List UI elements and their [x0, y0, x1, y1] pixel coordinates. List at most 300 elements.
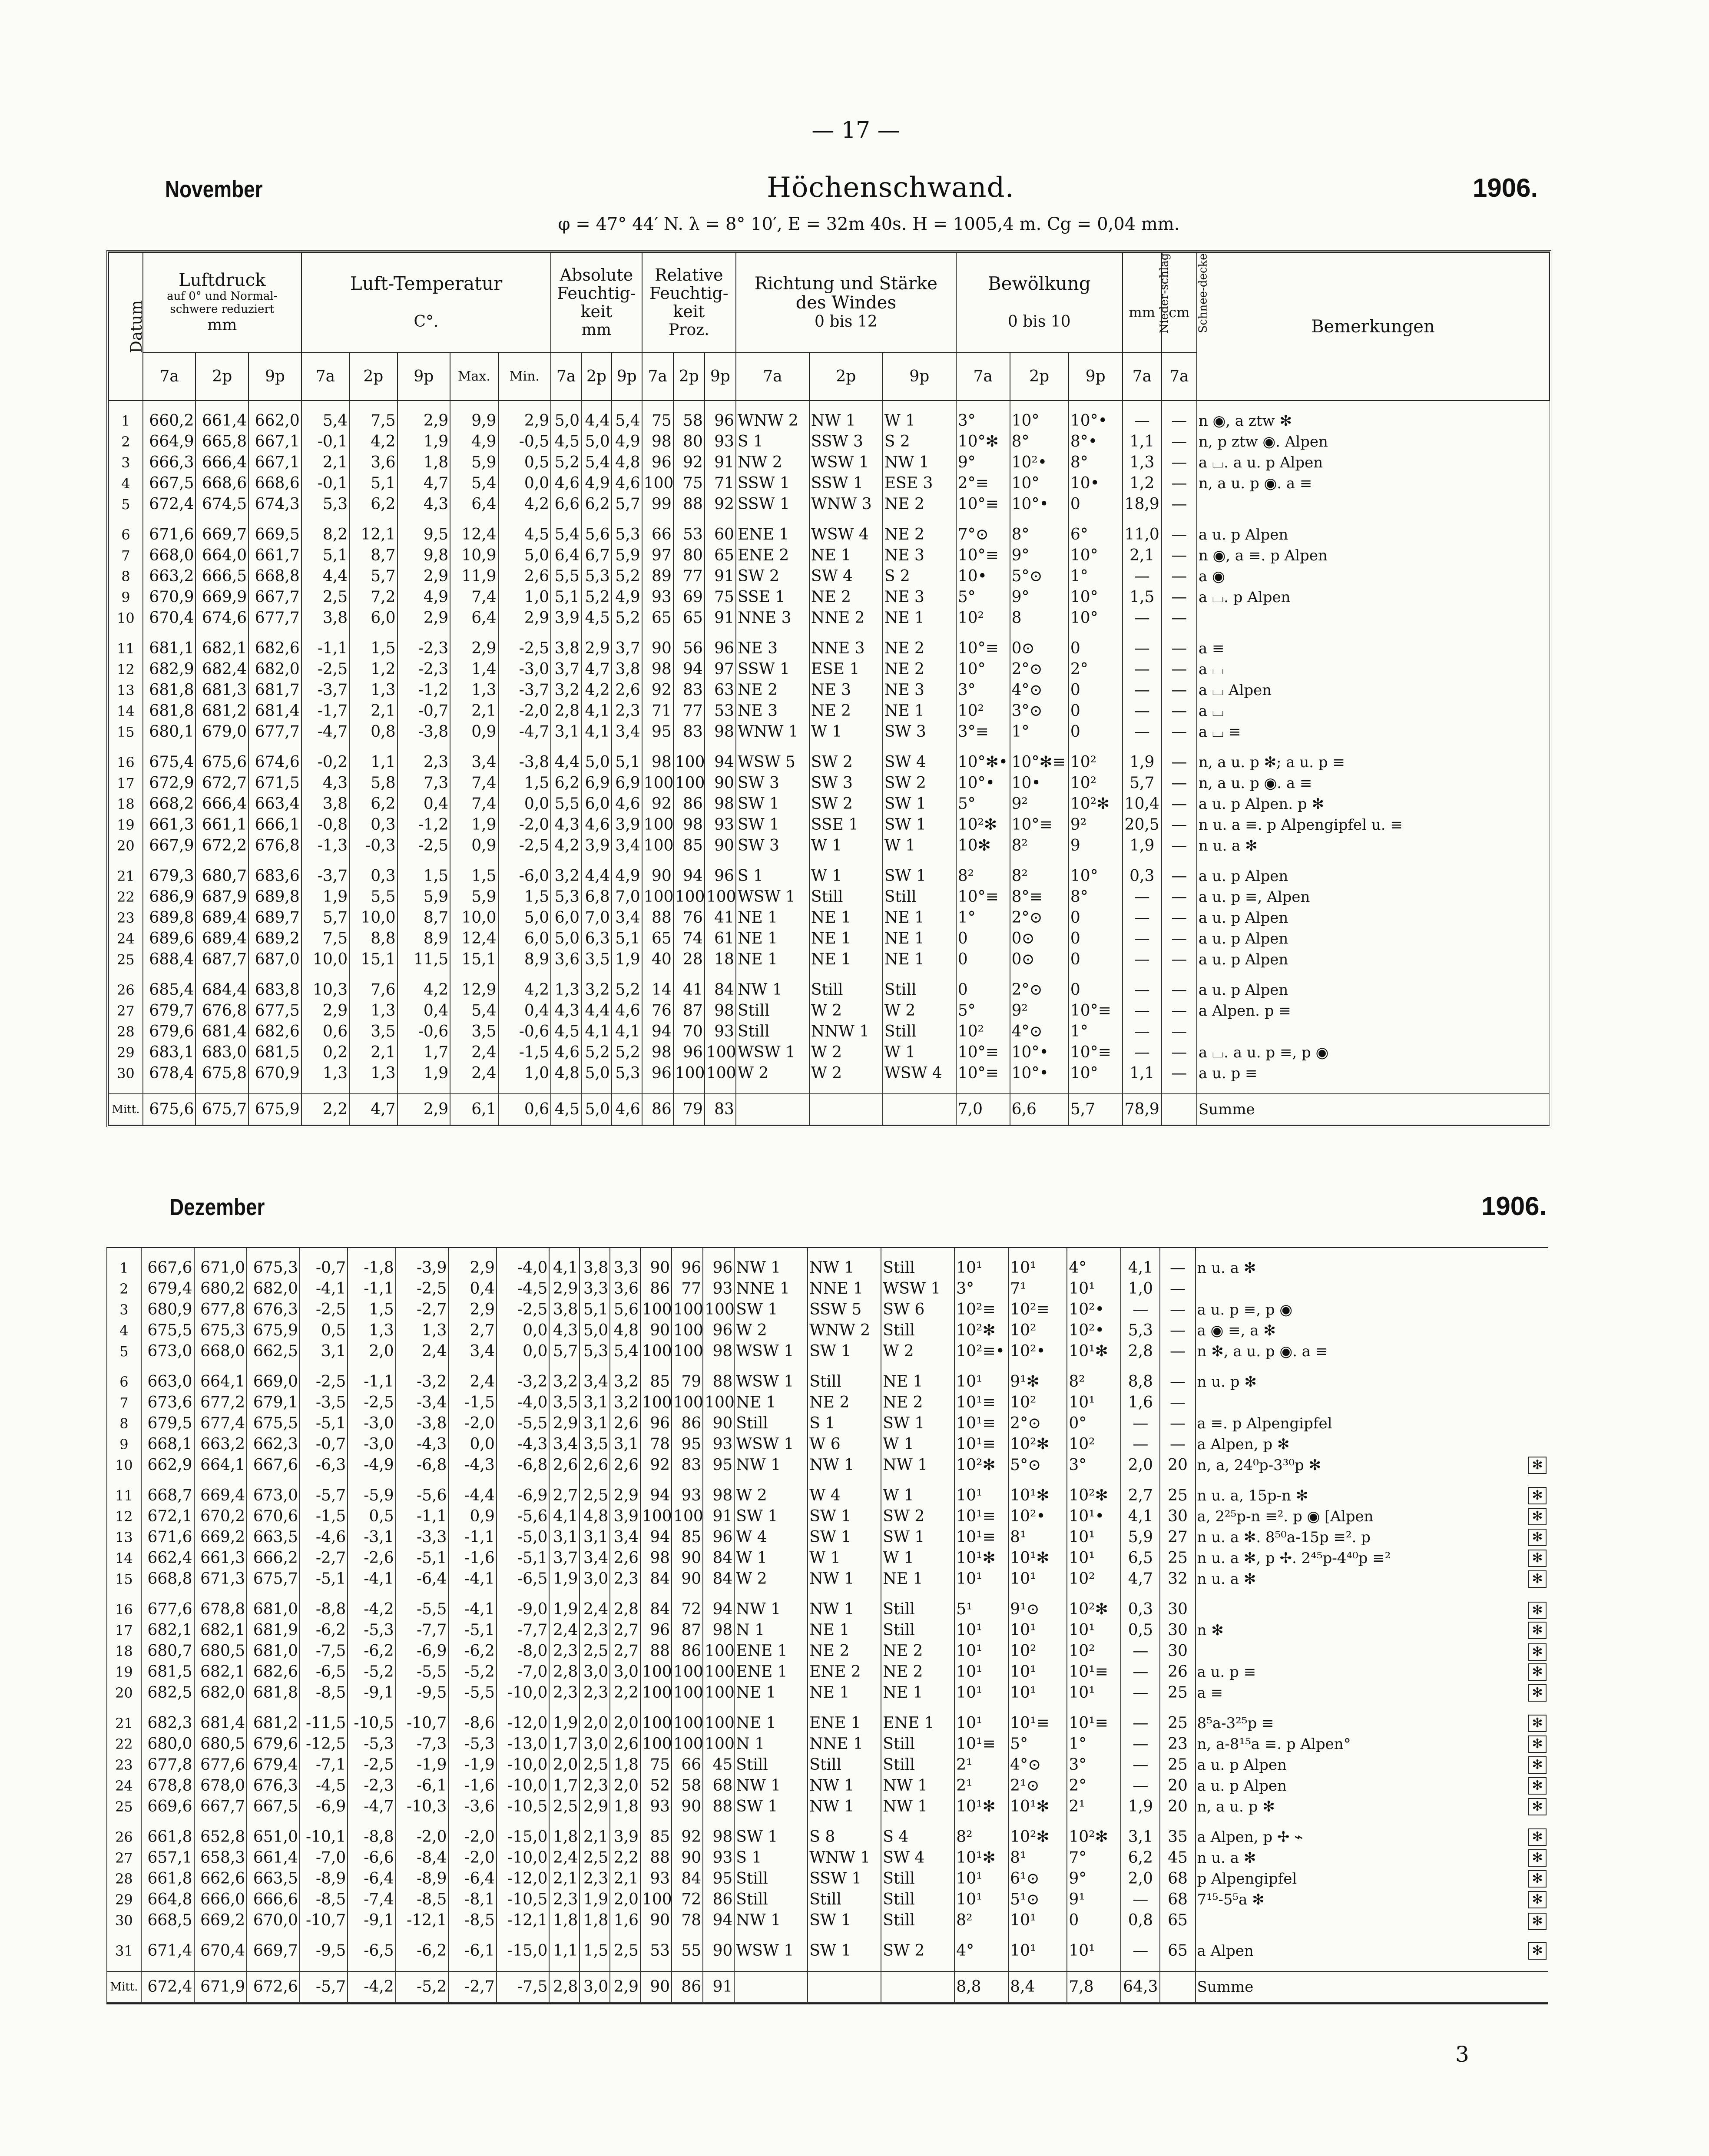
table-cell: -4,1	[348, 1569, 395, 1590]
table-cell: -2,5	[396, 1278, 449, 1299]
table-cell: 9²	[1069, 815, 1123, 835]
table-cell: 7,4	[450, 587, 498, 608]
table-cell: -8,1	[448, 1889, 496, 1910]
table-cell: -5,5	[448, 1682, 496, 1703]
table-cell: 7°	[1067, 1848, 1121, 1868]
table-cell: 2,9	[549, 1413, 580, 1434]
table-cell: 10•	[1069, 473, 1123, 494]
table-cell: NE 1	[883, 907, 956, 928]
row-remark: a ⌴	[1197, 659, 1549, 680]
table-cell: -13,0	[497, 1734, 550, 1755]
table-cell: 4,5	[581, 608, 612, 629]
table-cell: 94	[640, 1527, 672, 1548]
table-cell: 10¹≡	[1008, 1713, 1067, 1734]
table-cell: NE 1	[809, 949, 883, 970]
table-cell: Still	[881, 1734, 954, 1755]
table-cell: 98	[703, 1485, 734, 1506]
table-cell: W 1	[883, 835, 956, 856]
table-cell: 12,1	[349, 524, 397, 545]
table-cell: 9	[1069, 835, 1123, 856]
table-cell: -1,5	[498, 1042, 551, 1063]
table-cell: 1,9	[397, 431, 450, 452]
table-cell: -8,9	[300, 1868, 348, 1889]
table-cell: W 4	[734, 1527, 808, 1548]
subheader-t7: 7a	[642, 353, 673, 401]
table-cell: S 2	[883, 431, 956, 452]
table-cell: 681,5	[141, 1662, 194, 1682]
table-cell: 91	[705, 452, 736, 473]
table-cell: -1,5	[448, 1392, 496, 1413]
table-cell: 689,8	[143, 907, 196, 928]
table-cell: 682,0	[194, 1682, 247, 1703]
table-cell: —	[1160, 1320, 1195, 1341]
table-cell: -3,3	[396, 1527, 449, 1548]
row-remark: a u. p Alpen	[1197, 866, 1549, 887]
table-cell: SW 1	[736, 815, 809, 835]
table-cell: 0,3	[349, 866, 397, 887]
table-cell: 100	[642, 815, 673, 835]
row-date: 18	[109, 794, 143, 815]
dezember-table-frame	[106, 1247, 1548, 2004]
table-cell: SW 4	[883, 752, 956, 773]
table-cell: 682,9	[143, 659, 196, 680]
table-cell: 58	[673, 411, 705, 431]
mean-cell: 8,8	[954, 1971, 1008, 2003]
table-cell: SSW 3	[809, 431, 883, 452]
table-cell: 6,4	[450, 494, 498, 515]
table-cell: 683,6	[248, 866, 301, 887]
table-cell: 10²	[1067, 1434, 1121, 1455]
table-cell: 93	[640, 1796, 672, 1817]
table-cell: -0,3	[349, 835, 397, 856]
table-cell: 5,1	[580, 1299, 610, 1320]
year-november: 1906.	[1473, 173, 1538, 202]
table-cell: 674,6	[248, 752, 301, 773]
table-cell: 10¹≡	[1067, 1662, 1121, 1682]
table-cell: 1,5	[1123, 587, 1162, 608]
table-cell: 664,9	[143, 431, 196, 452]
snow-marker-icon: ✻	[1528, 1487, 1547, 1504]
row-date: 1	[109, 411, 143, 431]
table-cell: 5¹⊙	[1008, 1889, 1067, 1910]
table-cell: NE 3	[736, 638, 809, 659]
table-cell: 10°≡	[1069, 1000, 1123, 1021]
table-cell: 10¹≡	[954, 1413, 1008, 1434]
table-cell: 3,0	[580, 1734, 610, 1755]
table-cell: 90	[672, 1848, 703, 1868]
table-cell: 5,1	[612, 752, 642, 773]
table-cell: —	[1123, 722, 1162, 742]
table-cell: 10°•	[1010, 494, 1069, 515]
table-cell: 97	[705, 659, 736, 680]
table-cell: 4,4	[301, 566, 349, 587]
table-cell: 30	[1160, 1599, 1195, 1620]
table-cell: SW 3	[736, 773, 809, 794]
table-cell: 1,3	[450, 680, 498, 701]
table-cell: 3,8	[549, 1299, 580, 1320]
table-cell: 1,5	[349, 638, 397, 659]
table-cell: -9,5	[396, 1682, 449, 1703]
table-cell: 3,8	[301, 608, 349, 629]
mean-cell: 672,6	[247, 1971, 300, 2003]
row-remark: a u. p Alpen. p ✻	[1197, 794, 1549, 815]
table-cell: WSW 1	[734, 1941, 808, 1961]
table-cell: 95	[672, 1434, 703, 1455]
table-cell: 6,4	[551, 545, 581, 566]
table-cell: 4,2	[498, 494, 551, 515]
row-date: 29	[107, 1889, 141, 1910]
row-remark: a u. p ≡, Alpen	[1197, 887, 1549, 907]
table-cell: 77	[673, 701, 705, 722]
table-cell: 668,6	[248, 473, 301, 494]
table-row	[109, 1042, 1549, 1063]
table-cell: -6,8	[497, 1455, 550, 1476]
table-cell: 674,6	[195, 608, 248, 629]
table-cell: 8²	[954, 1827, 1008, 1848]
table-cell: 10¹	[954, 1682, 1008, 1703]
table-cell: 10²•	[1010, 452, 1069, 473]
table-cell: -6,2	[348, 1641, 395, 1662]
page-number: — 17 —	[811, 117, 900, 143]
table-cell: —	[1160, 1278, 1195, 1299]
row-remark: n ◉, a ztw ✻	[1197, 411, 1549, 431]
table-cell: NE 3	[809, 680, 883, 701]
row-date: 22	[109, 887, 143, 907]
table-cell: -6,0	[498, 866, 551, 887]
table-cell: 1,5	[498, 887, 551, 907]
table-cell: 5,1	[301, 545, 349, 566]
row-date: 11	[107, 1485, 141, 1506]
table-cell: 4,2	[581, 680, 612, 701]
table-cell: W 2	[881, 1341, 954, 1362]
table-cell: 10²	[1069, 752, 1123, 773]
table-cell: 1,3	[349, 1063, 397, 1084]
table-cell: -7,7	[497, 1620, 550, 1641]
table-cell: 70	[673, 1021, 705, 1042]
row-date: 6	[107, 1371, 141, 1392]
table-cell: 2,4	[396, 1341, 449, 1362]
table-cell: 681,8	[143, 680, 196, 701]
table-cell: 1°	[1069, 566, 1123, 587]
mean-cell: 0,6	[498, 1094, 551, 1125]
table-cell: Still	[734, 1868, 808, 1889]
table-cell: NNE 2	[809, 608, 883, 629]
table-cell: 669,9	[195, 587, 248, 608]
table-cell: 77	[673, 566, 705, 587]
table-cell: 672,7	[195, 773, 248, 794]
table-cell: 5,9	[450, 452, 498, 473]
table-cell: 75	[640, 1755, 672, 1775]
table-cell: SW 1	[734, 1299, 808, 1320]
table-cell: —	[1162, 866, 1197, 887]
table-cell: 668,6	[195, 473, 248, 494]
table-cell: W 2	[883, 1000, 956, 1021]
row-date: 23	[109, 907, 143, 928]
table-cell: NE 3	[883, 680, 956, 701]
table-cell: 6,5	[1121, 1548, 1160, 1569]
table-cell: 1,6	[1121, 1392, 1160, 1413]
table-cell: -1,1	[448, 1527, 496, 1548]
table-cell: 15,1	[450, 949, 498, 970]
table-cell: 96	[703, 1258, 734, 1278]
table-cell: 1,1	[349, 752, 397, 773]
mean-cell: -5,2	[396, 1971, 449, 2003]
table-cell: 10°	[1069, 587, 1123, 608]
table-cell: SW 1	[881, 1413, 954, 1434]
table-cell: 100	[642, 473, 673, 494]
row-remark: a u. p Alpen ✻	[1196, 1775, 1548, 1796]
table-cell: 679,5	[141, 1413, 194, 1434]
mean-cell: -4,2	[348, 1971, 395, 2003]
table-cell: 0,8	[1121, 1910, 1160, 1931]
table-cell: W 1	[883, 1042, 956, 1063]
row-date: 8	[109, 566, 143, 587]
table-cell: 670,2	[194, 1506, 247, 1527]
table-cell: 670,6	[247, 1506, 300, 1527]
table-cell: -12,1	[396, 1910, 449, 1931]
table-cell: 667,1	[248, 431, 301, 452]
row-date: 19	[109, 815, 143, 835]
table-cell: SW 3	[809, 773, 883, 794]
table-cell: 1,8	[610, 1796, 640, 1817]
table-cell: 98	[705, 794, 736, 815]
table-cell: 100	[640, 1889, 672, 1910]
table-cell: 8,8	[1121, 1371, 1160, 1392]
table-cell: W 1	[881, 1485, 954, 1506]
table-cell: 8°	[1069, 452, 1123, 473]
table-cell: 669,4	[194, 1485, 247, 1506]
snow-marker-icon: ✻	[1528, 1891, 1547, 1908]
row-date: 2	[107, 1278, 141, 1299]
table-cell: 661,8	[141, 1827, 194, 1848]
table-cell: -9,5	[300, 1941, 348, 1961]
table-cell: SSW 1	[809, 473, 883, 494]
table-cell: 10¹	[1067, 1620, 1121, 1641]
table-cell: 0,5	[348, 1506, 395, 1527]
table-cell: 3,5	[580, 1434, 610, 1455]
row-date: 16	[107, 1599, 141, 1620]
table-cell: -6,4	[448, 1868, 496, 1889]
table-cell: NW 1	[808, 1258, 881, 1278]
table-row	[109, 752, 1549, 773]
table-cell: -9,0	[497, 1599, 550, 1620]
table-cell: —	[1162, 815, 1197, 835]
table-cell: 5,1	[551, 587, 581, 608]
table-cell: 6,2	[581, 494, 612, 515]
table-cell: 0,6	[301, 1021, 349, 1042]
row-remark	[1197, 494, 1549, 515]
table-cell: 41	[673, 980, 705, 1000]
table-cell: 2,6	[549, 1455, 580, 1476]
table-cell: —	[1162, 638, 1197, 659]
row-remark: a ≡ ✻	[1196, 1682, 1548, 1703]
table-row	[109, 1063, 1549, 1084]
table-cell: 1,1	[1123, 1063, 1162, 1084]
table-cell: 664,0	[195, 545, 248, 566]
table-cell: 5°	[956, 1000, 1010, 1021]
table-cell: 666,3	[143, 452, 196, 473]
table-cell: 2,5	[301, 587, 349, 608]
table-cell: 682,3	[141, 1713, 194, 1734]
row-remark: a u. p Alpen	[1197, 980, 1549, 1000]
table-cell: 100	[640, 1299, 672, 1320]
row-date: 3	[107, 1299, 141, 1320]
table-cell: 1,7	[549, 1734, 580, 1755]
table-cell: 2,8	[551, 701, 581, 722]
table-cell: 63	[705, 680, 736, 701]
row-date: 21	[107, 1713, 141, 1734]
table-cell: —	[1121, 1413, 1160, 1434]
table-cell: 4,3	[551, 1000, 581, 1021]
table-cell: 100	[703, 1392, 734, 1413]
table-cell: 2,0	[610, 1713, 640, 1734]
table-cell: 3,2	[581, 980, 612, 1000]
table-row	[109, 659, 1549, 680]
mean-cell: 5,0	[581, 1094, 612, 1125]
table-cell: 2,7	[1121, 1485, 1160, 1506]
table-cell: 0⊙	[1010, 638, 1069, 659]
table-cell: 90	[672, 1569, 703, 1590]
table-cell: 669,2	[194, 1910, 247, 1931]
table-cell: 5,2	[612, 566, 642, 587]
table-cell: NW 1	[883, 452, 956, 473]
table-cell: SW 1	[883, 866, 956, 887]
table-cell: 3,6	[610, 1278, 640, 1299]
table-cell: 4,7	[397, 473, 450, 494]
table-cell: 10°	[1010, 473, 1069, 494]
table-cell: 96	[703, 1320, 734, 1341]
table-cell: 652,8	[194, 1827, 247, 1848]
table-cell: Still	[883, 887, 956, 907]
table-cell: 4,2	[551, 835, 581, 856]
table-cell: -5,6	[497, 1506, 550, 1527]
subheader-t2: 2p	[581, 353, 612, 401]
table-cell: 682,0	[248, 659, 301, 680]
table-cell: 4,9	[612, 587, 642, 608]
table-row	[109, 815, 1549, 835]
table-cell: 0	[956, 949, 1010, 970]
mean-row	[109, 1094, 1549, 1125]
table-cell: 661,7	[248, 545, 301, 566]
table-cell: 68	[1160, 1868, 1195, 1889]
table-cell: 6,0	[498, 928, 551, 949]
table-cell: 4,5	[551, 1021, 581, 1042]
row-remark: a ◉ ≡, a ✻	[1196, 1320, 1548, 1341]
table-cell: 20	[1160, 1455, 1195, 1476]
table-cell: 5,0	[551, 928, 581, 949]
table-cell: -3,2	[497, 1371, 550, 1392]
table-cell: 2,9	[448, 1258, 496, 1278]
table-cell: -5,6	[396, 1485, 449, 1506]
table-cell: 2,7	[448, 1320, 496, 1341]
table-cell: 681,2	[247, 1713, 300, 1734]
table-cell: 3°	[956, 680, 1010, 701]
table-cell: 96	[672, 1258, 703, 1278]
table-cell: 78	[672, 1910, 703, 1931]
snow-marker-icon: ✻	[1528, 1643, 1547, 1661]
table-cell: 71	[642, 701, 673, 722]
table-cell: 5¹	[954, 1599, 1008, 1620]
table-cell: 5,2	[581, 587, 612, 608]
table-cell: W 1	[809, 835, 883, 856]
table-cell: NW 1	[736, 980, 809, 1000]
table-cell: 6,2	[349, 494, 397, 515]
col-wind: Richtung und Stärke des Windes 0 bis 12	[736, 253, 956, 353]
table-cell: ENE 1	[734, 1641, 808, 1662]
table-cell: 98	[703, 1827, 734, 1848]
table-cell: 661,4	[247, 1848, 300, 1868]
table-cell: 10²•	[1067, 1320, 1121, 1341]
table-cell: -3,0	[348, 1434, 395, 1455]
table-cell: 10¹✻	[1008, 1796, 1067, 1817]
november-table	[108, 252, 1550, 1126]
table-cell: 683,8	[248, 980, 301, 1000]
table-cell: -0,1	[301, 473, 349, 494]
table-cell: 4,4	[581, 411, 612, 431]
table-cell: 0	[956, 928, 1010, 949]
table-cell: 10¹	[954, 1889, 1008, 1910]
table-cell: -8,8	[300, 1599, 348, 1620]
table-cell: 72	[672, 1599, 703, 1620]
table-cell: 681,0	[247, 1599, 300, 1620]
table-cell: 2°⊙	[1010, 980, 1069, 1000]
table-cell: NE 1	[883, 949, 956, 970]
table-cell: 6,2	[349, 794, 397, 815]
mean-cell: Mitt.	[107, 1971, 141, 2003]
table-cell: —	[1121, 1299, 1160, 1320]
table-cell: 2,9	[549, 1278, 580, 1299]
table-cell: 5,7	[349, 566, 397, 587]
table-cell: 100	[640, 1682, 672, 1703]
table-cell: -6,9	[396, 1641, 449, 1662]
row-remark: a u. p ≡	[1197, 1063, 1549, 1084]
table-cell: 4,4	[551, 752, 581, 773]
table-cell: 94	[673, 659, 705, 680]
table-cell: -8,9	[396, 1868, 449, 1889]
table-cell: 0⊙	[1010, 928, 1069, 949]
table-cell: 681,8	[143, 701, 196, 722]
table-cell: 3°	[956, 411, 1010, 431]
table-cell: 10°≡	[956, 887, 1010, 907]
table-cell: —	[1123, 566, 1162, 587]
row-date: 16	[109, 752, 143, 773]
table-cell: SW 4	[809, 566, 883, 587]
table-cell: 90	[640, 1258, 672, 1278]
table-cell: 3,1	[300, 1341, 348, 1362]
table-cell: 677,8	[194, 1299, 247, 1320]
table-cell: NE 2	[881, 1392, 954, 1413]
table-cell: 99	[642, 494, 673, 515]
row-remark: p Alpengipfel ✻	[1196, 1868, 1548, 1889]
table-cell: 668,7	[141, 1485, 194, 1506]
table-cell: 90	[672, 1548, 703, 1569]
table-cell: -8,5	[396, 1889, 449, 1910]
table-cell: 2,1	[610, 1868, 640, 1889]
mean-cell: 4,7	[349, 1094, 397, 1125]
table-cell: 8,7	[349, 545, 397, 566]
table-cell: NE 1	[881, 1569, 954, 1590]
table-cell: —	[1121, 1889, 1160, 1910]
table-cell: —	[1162, 659, 1197, 680]
table-cell: NE 2	[883, 494, 956, 515]
table-cell: 2,6	[610, 1734, 640, 1755]
table-cell: 4,9	[397, 587, 450, 608]
table-cell: NE 1	[881, 1371, 954, 1392]
table-cell: 2,9	[580, 1796, 610, 1817]
table-cell: 681,1	[143, 638, 196, 659]
table-cell: 9,5	[397, 524, 450, 545]
table-cell: 1,5	[348, 1299, 395, 1320]
